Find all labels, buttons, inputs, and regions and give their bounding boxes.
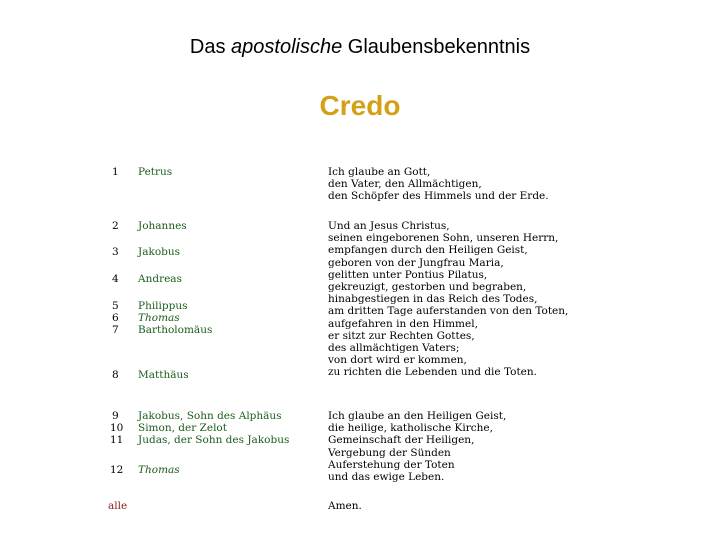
creed-line: Ich glaube an Gott, [328,166,431,178]
creed-line: seinen eingeborenen Sohn, unseren Herrn, [328,232,559,245]
number-4: 4 [112,273,119,285]
creed-amen: Amen. [328,500,362,512]
credo-heading: Credo [319,90,401,121]
creed-line: hinabgestiegen in das Reich des Todes, [328,293,538,306]
apostle-4: Andreas [138,273,182,285]
creed-line: den Schöpfer des Himmels und der Erde. [328,190,549,203]
apostle-2: Johannes [138,220,187,232]
apostle-9: Jakobus, Sohn des Alphäus [138,410,282,422]
creed-line: Vergebung der Sünden [328,446,451,459]
title-emphasis: apostolische [231,36,343,58]
creed-line: von dort wird er kommen, [328,354,467,367]
creed-block-2 [328,220,568,379]
creed-line: die heilige, katholische Kirche, [328,422,493,435]
title-prefix: Das [189,36,226,58]
apostle-3: Jakobus [138,246,181,258]
creed-line: er sitzt zur Rechten Gottes, [328,329,475,342]
number-10: 10 [110,422,124,434]
number-6: 6 [112,312,119,324]
creed-block-1 [328,166,549,203]
number-11: 11 [110,434,124,446]
creed-line: Auferstehung der Toten [328,458,455,471]
number-8: 8 [112,369,119,381]
creed-line: zu richten die Lebenden und die Toten. [328,366,537,379]
creed-line: empfangen durch den Heiligen Geist, [328,244,528,257]
number-5: 5 [112,300,119,312]
number-2: 2 [112,220,119,232]
title-suffix: Glaubensbekenntnis [347,36,531,58]
number-3: 3 [112,246,119,258]
creed-line: und das ewige Leben. [328,471,445,484]
apostle-7: Bartholomäus [138,324,213,336]
apostle-8: Matthäus [138,369,189,381]
creed-line: geboren von der Jungfrau Maria, [328,256,504,269]
number-12: 12 [110,464,124,476]
number-alle: alle [108,500,128,512]
creed-line: des allmächtigen Vaters; [328,342,460,355]
creed-line: gelitten unter Pontius Pilatus, [328,268,488,281]
page-title [0,36,720,59]
number-7: 7 [112,324,119,336]
number-9: 9 [112,410,119,422]
creed-line: den Vater, den Allmächtigen, [328,178,482,191]
apostle-11: Judas, der Sohn des Jakobus [138,434,290,446]
creed-line: Gemeinschaft der Heiligen, [328,434,475,447]
creed-line: am dritten Tage auferstanden von den Toten, [328,305,569,318]
apostle-6: Thomas [138,312,180,324]
apostle-5: Philippus [138,300,188,312]
apostle-1: Petrus [138,166,173,178]
creed-line: Und an Jesus Christus, [328,220,450,232]
apostle-12: Thomas [138,464,180,476]
creed-line: aufgefahren in den Himmel, [328,317,478,330]
creed-line: gekreuzigt, gestorben und begraben, [328,281,527,294]
apostle-10: Simon, der Zelot [138,422,227,434]
creed-line: Ich glaube an den Heiligen Geist, [328,410,507,422]
creed-block-3 [328,410,506,483]
number-1: 1 [112,166,119,178]
